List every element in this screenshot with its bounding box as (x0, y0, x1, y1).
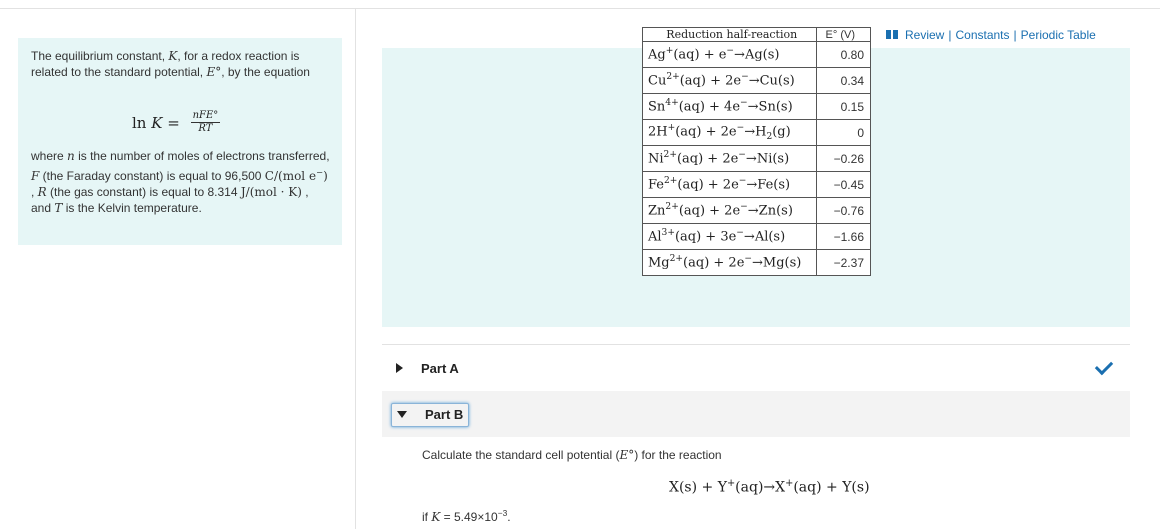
periodic-table-link[interactable]: Periodic Table (1020, 28, 1096, 42)
table-row (643, 146, 871, 172)
reduction-potentials-table (642, 27, 871, 276)
collapsed-triangle-icon (396, 363, 403, 373)
part-b-toggle-button[interactable] (391, 403, 469, 427)
potential-cell: −0.26 (816, 146, 870, 172)
table-row (643, 42, 871, 68)
book-icon (886, 30, 898, 40)
equation: ln K = $\frac{\text{nFE°}}{RT}$ (132, 110, 219, 134)
potential-cell: −0.45 (816, 172, 870, 198)
table-header-row (643, 28, 871, 42)
resource-links: Review | Constants | Periodic Table (886, 28, 1096, 42)
part-b-label: Part B (425, 407, 464, 422)
reaction-cell: $Cu^{2+}(aq) + 2e^-\to Cu(s)$ (643, 68, 817, 94)
header-reaction: Reduction half-reaction (643, 28, 817, 42)
reaction-cell: $Mg^{2+}(aq) + 2e^-\to Mg(s)$ (643, 250, 817, 276)
part-b-question: Calculate the standard cell potential (E°) for the reaction (422, 448, 722, 462)
variables-text: where n is the number of moles of electrons transferred, F (the Faraday constant) is equal to 96,500 C/(mol e−) , R (the gas constant) is equal to 8.314 J/(mol · K) , and T is the Kelvin temperature. (31, 149, 330, 215)
part-b-k-value: if $K = 5.49\times 10^{-3}$. (422, 508, 511, 524)
potential-cell: −0.76 (816, 198, 870, 224)
part-b-header (382, 391, 1130, 437)
reaction-cell: $Zn^{2+}(aq) + 2e^-\to Zn(s)$ (643, 198, 817, 224)
intro-panel (18, 38, 342, 245)
reaction-cell: $Sn^{4+}(aq) + 4e^-\to Sn(s)$ (643, 94, 817, 120)
review-link[interactable]: Review (905, 28, 945, 42)
potential-cell: 0.15 (816, 94, 870, 120)
table-row (643, 94, 871, 120)
table-row (643, 250, 871, 276)
reaction-cell: $Fe^{2+}(aq) + 2e^-\to Fe(s)$ (643, 172, 817, 198)
top-divider (0, 8, 1160, 9)
part-a-label: Part A (421, 361, 459, 376)
potential-cell: −1.66 (816, 224, 870, 250)
reaction-cell: $Ni^{2+}(aq) + 2e^-\to Ni(s)$ (643, 146, 817, 172)
checkmark-icon (1095, 357, 1113, 375)
header-potential: E° (V) (816, 28, 870, 42)
table-row (643, 120, 871, 146)
part-b-reaction: X(s) + Y+(aq)→X+(aq) + Y(s) (669, 478, 870, 496)
potential-cell: 0 (816, 120, 870, 146)
intro-text: The equilibrium constant, K, for a redox reaction is related to the standard potential, E°, by the equation (31, 49, 310, 79)
potential-cell: 0.80 (816, 42, 870, 68)
table-row (643, 198, 871, 224)
column-divider (355, 8, 356, 529)
part-a-header[interactable] (382, 355, 1130, 381)
constants-link[interactable]: Constants (955, 28, 1010, 42)
section-divider (382, 344, 1130, 345)
reaction-cell: Ag+(aq) + e−→Ag(s) (643, 42, 817, 68)
table-row (643, 172, 871, 198)
potential-cell: 0.34 (816, 68, 870, 94)
potential-cell: −2.37 (816, 250, 870, 276)
expanded-triangle-icon (397, 411, 407, 418)
reaction-cell: $2H^+(aq) + 2e^-\to H_2(g)$ (643, 120, 817, 146)
table-row (643, 224, 871, 250)
table-row (643, 68, 871, 94)
reaction-cell: $Al^{3+}(aq) + 3e^-\to Al(s)$ (643, 224, 817, 250)
potentials-table-scroll[interactable] (642, 28, 871, 315)
